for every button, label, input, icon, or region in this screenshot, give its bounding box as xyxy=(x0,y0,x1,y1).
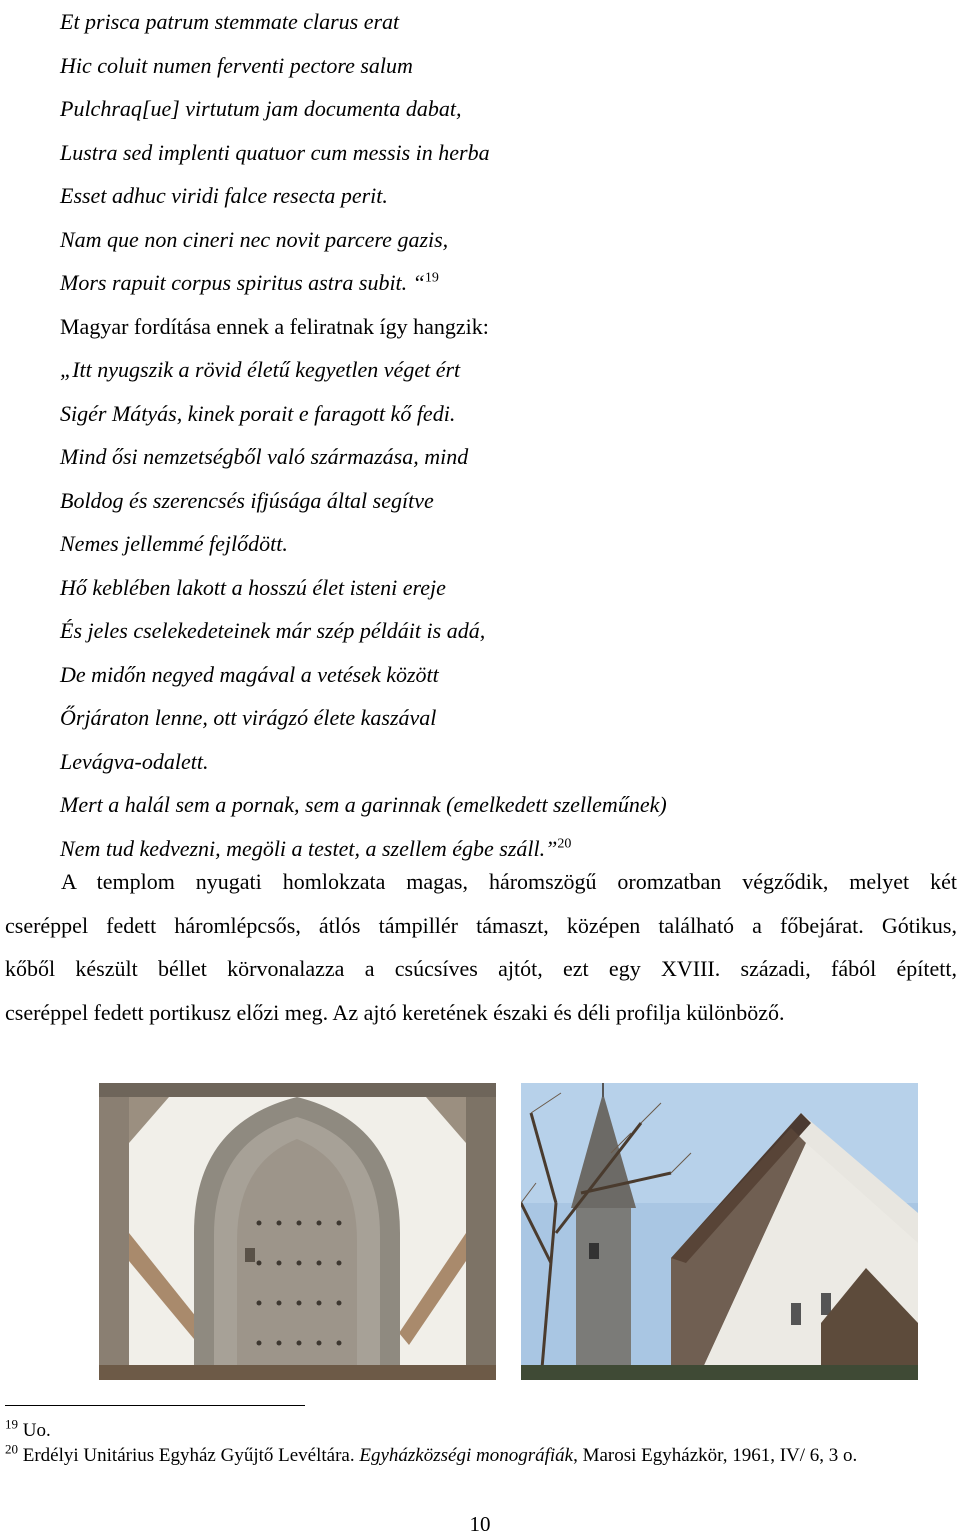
verse-line: Őrjáraton lenne, ott virágzó élete kaszával xyxy=(60,705,437,730)
paragraph-line: A templom nyugati homlokzata magas, háromszögű oromzatban végződik, melyet két xyxy=(61,869,957,894)
footnote-19 xyxy=(5,1416,51,1443)
paragraph-line: cseréppel fedett háromlépcsős, átlós támpillér támaszt, középen található a főbejárat. Gótikus, xyxy=(5,912,957,938)
verse-block xyxy=(60,0,940,870)
verse-line: Esset adhuc viridi falce resecta perit. xyxy=(60,183,388,208)
verse-line: Levágva-odalett. xyxy=(60,748,209,774)
verse-line: És jeles cselekedeteinek már szép példáit is adá, xyxy=(60,618,486,643)
page-number: 10 xyxy=(469,1512,491,1536)
paragraph-line: cseréppel fedett portikusz előzi meg. Az ajtó keretének északi és déli profilja különböző. xyxy=(5,999,785,1025)
footnote-title: Egyházközségi monográfiák xyxy=(359,1445,574,1466)
verse-line: Pulchraq[ue] virtutum jam documenta dabat, xyxy=(60,96,462,121)
verse-line: Boldog és szerencsés ifjúsága által segítve xyxy=(60,487,434,513)
verse-line: De midőn negyed magával a vetések között xyxy=(60,661,439,687)
footnote-text: , Marosi Egyházkör, 1961, IV/ 6, 3 o. xyxy=(573,1445,858,1466)
verse-line: Nemes jellemmé fejlődött. xyxy=(60,531,288,556)
verse-line: Mors rapuit corpus spiritus astra subit. “ xyxy=(60,270,425,295)
footnote-ref[interactable]: 20 xyxy=(557,836,572,852)
body-paragraph xyxy=(5,860,957,1034)
verse-line: Sigér Mátyás, kinek porait e faragott kő fedi. xyxy=(60,400,456,426)
verse-line: Hő keblében lakott a hosszú élet isteni ereje xyxy=(60,574,446,600)
verse-line-with-ref xyxy=(60,261,940,305)
translation-intro: Magyar fordítása ennek a feliratnak így hangzik: xyxy=(60,313,489,339)
footnote-text: Erdélyi Unitárius Egyház Gyűjtő Levéltára. xyxy=(18,1445,360,1466)
verse-line: Et prisca patrum stemmate clarus erat xyxy=(60,9,400,34)
photo-church-exterior xyxy=(521,1083,918,1380)
footnote-text: Uo. xyxy=(18,1420,51,1441)
verse-line: Mert a halál sem a pornak, sem a garinnak (emelkedett szelleműnek) xyxy=(60,792,667,817)
verse-line: Nem tud kedvezni, megöli a testet, a szellem égbe száll.” xyxy=(60,835,558,861)
footnote-number: 19 xyxy=(5,1416,18,1432)
footnote-separator xyxy=(5,1405,305,1406)
footnote-ref[interactable]: 19 xyxy=(424,270,439,286)
photo-gothic-door xyxy=(99,1083,496,1380)
verse-line: Nam que non cineri nec novit parcere gazis, xyxy=(60,226,449,252)
verse-line: Mind ősi nemzetségből való származása, mind xyxy=(60,444,469,469)
verse-line: Hic coluit numen ferventi pectore salum xyxy=(60,52,413,78)
verse-line: „Itt nyugszik a rövid életű kegyetlen véget ért xyxy=(60,357,461,382)
footnote-20 xyxy=(5,1441,858,1468)
verse-line: Lustra sed implenti quatuor cum messis in herba xyxy=(60,139,490,165)
footnote-number: 20 xyxy=(5,1441,18,1457)
paragraph-line: kőből készült béllet körvonalazza a csúcsíves ajtót, ezt egy XVIII. századi, fából épített, xyxy=(5,956,957,981)
